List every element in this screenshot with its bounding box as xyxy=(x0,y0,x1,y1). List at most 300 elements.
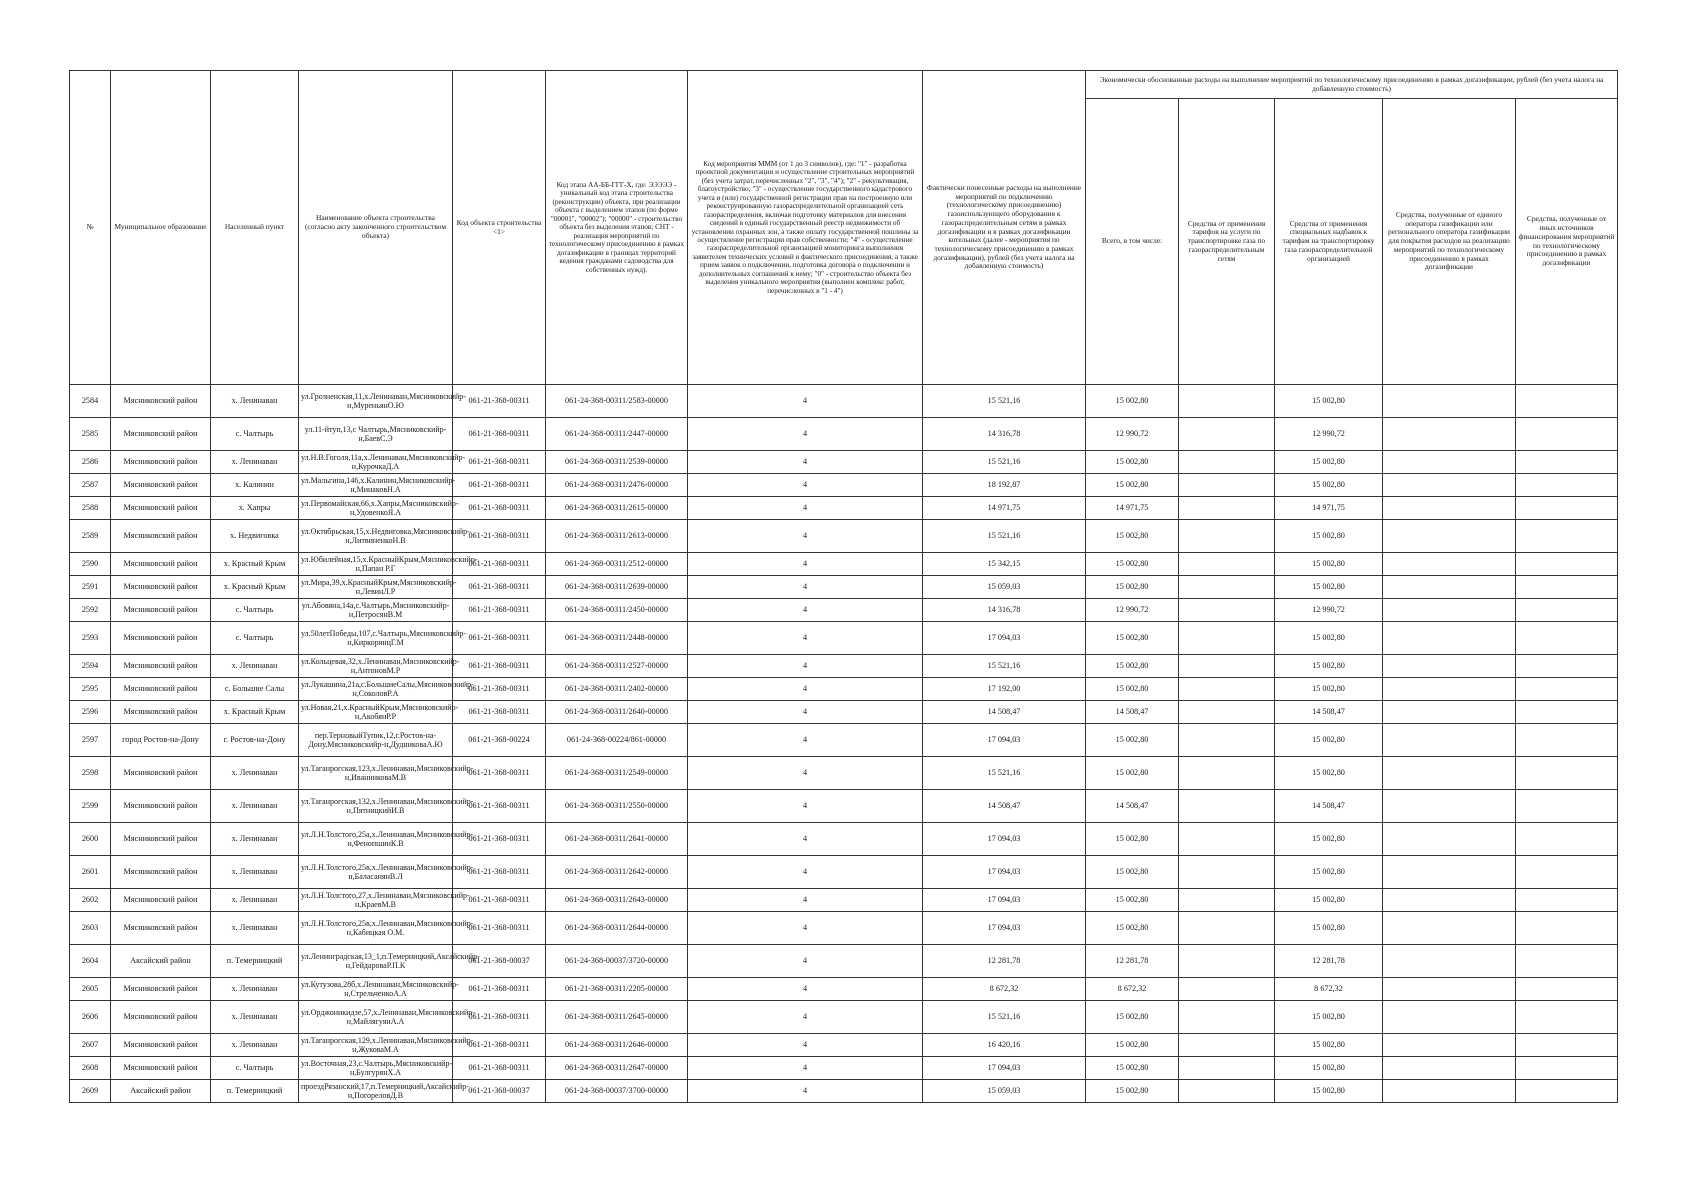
municipality-cell: Мясниковский район xyxy=(111,1001,211,1034)
header-locality: Населенный пункт xyxy=(211,71,299,385)
object-code-cell: 061-21-368-00311 xyxy=(453,757,546,790)
object-code-cell: 061-21-368-00037 xyxy=(453,1080,546,1103)
total-cell: 15 002,80 xyxy=(1086,1057,1179,1080)
row-num-cell: 2592 xyxy=(70,599,111,622)
tariffs-cell xyxy=(1179,701,1275,724)
table-row xyxy=(70,889,1618,912)
other-sources-cell xyxy=(1516,553,1618,576)
table-row xyxy=(70,856,1618,889)
other-sources-cell xyxy=(1516,520,1618,553)
table-header xyxy=(70,71,1618,385)
other-sources-cell xyxy=(1516,1034,1618,1057)
other-sources-cell xyxy=(1516,622,1618,655)
object-code-cell: 061-21-368-00311 xyxy=(453,1001,546,1034)
special-cell: 15 002,80 xyxy=(1275,385,1383,418)
header-measure-code: Код мероприятия МММ (от 1 до 3 символов), где: "1" - разработка проектной документации и осуществление строительных мероприятий (без учета затрат, перечисленных "2", "3", "4"); "2" - рекультивация, благоустройство; "3" - осуществление государственного кадастрового учета и (или) государственной регистрации прав на построенную или реконструированную газораспределительной организацией сеть газораспределения, включая подготовку материалов для внесения сведений в единый государственный реестр недвижимости об установлении охранных зон, а также оплату государственной пошлины за осуществление регистрации прав собственности; "4" - осуществление газораспределительной организацией мониторинга выполнения заявителем технических условий и фактического присоединения, а также прием заявок о подключении, подготовка договора о подключении и дополнительных соглашений к нему; "0" - строительство объекта без выделения уникального мероприятия (выполнен комплекс работ, перечисленных в "1 - 4") xyxy=(688,71,923,385)
municipality-cell: Мясниковский район xyxy=(111,757,211,790)
special-cell: 15 002,80 xyxy=(1275,622,1383,655)
table-row xyxy=(70,520,1618,553)
tariffs-cell xyxy=(1179,451,1275,474)
special-cell: 15 002,80 xyxy=(1275,757,1383,790)
row-num-cell: 2601 xyxy=(70,856,111,889)
header-object-code: Код объекта строительства <1> xyxy=(453,71,546,385)
object-code-cell: 061-21-368-00311 xyxy=(453,701,546,724)
special-cell: 15 002,80 xyxy=(1275,678,1383,701)
tariffs-cell xyxy=(1179,655,1275,678)
measure-code-cell: 4 xyxy=(688,385,923,418)
object-name-cell: ул.11-йтуп,13,с Чалтырь,Мясниковскийр-н,БаевС.Э xyxy=(299,418,453,451)
locality-cell: с. Чалтырь xyxy=(211,622,299,655)
stage-code-cell: 061-24-368-00311/2643-00000 xyxy=(546,889,688,912)
stage-code-cell: 061-24-368-00311/2642-00000 xyxy=(546,856,688,889)
object-name-cell: ул.Н.В.Гоголя,11а,х.Ленинаван,Мясниковскийр-н,КурочкаД.А xyxy=(299,451,453,474)
object-name-cell: ул.Лукашина,21а,с.БольшиеСалы,Мясниковскийр-н,СоколовР.А xyxy=(299,678,453,701)
row-num-cell: 2584 xyxy=(70,385,111,418)
total-cell: 15 002,80 xyxy=(1086,1034,1179,1057)
single-operator-cell xyxy=(1383,912,1516,945)
row-num-cell: 2591 xyxy=(70,576,111,599)
total-cell: 15 002,80 xyxy=(1086,757,1179,790)
locality-cell: х. Ленинаван xyxy=(211,912,299,945)
table-row xyxy=(70,1057,1618,1080)
stage-code-cell: 061-24-368-00311/2615-00000 xyxy=(546,497,688,520)
locality-cell: п. Темерницкий xyxy=(211,1080,299,1103)
object-code-cell: 061-21-368-00311 xyxy=(453,599,546,622)
municipality-cell: Мясниковский район xyxy=(111,790,211,823)
total-cell: 15 002,80 xyxy=(1086,385,1179,418)
object-name-cell: ул.Таганрогская,132,х.Ленинаван,Мясниковскийр-н,ПятницкийИ.В xyxy=(299,790,453,823)
measure-code-cell: 4 xyxy=(688,655,923,678)
header-single-operator: Средства, полученные от единого оператора газификации или регионального оператора газификации для покрытия расходов на реализацию мероприятий по технологическому присоединению в рамках догазификации xyxy=(1383,99,1516,385)
row-num-cell: 2593 xyxy=(70,622,111,655)
actual-costs-cell: 14 316,78 xyxy=(923,418,1086,451)
locality-cell: с. Чалтырь xyxy=(211,1057,299,1080)
stage-code-cell: 061-24-368-00311/2539-00000 xyxy=(546,451,688,474)
special-cell: 15 002,80 xyxy=(1275,451,1383,474)
locality-cell: х. Ленинаван xyxy=(211,1001,299,1034)
measure-code-cell: 4 xyxy=(688,823,923,856)
object-name-cell: ул.50летПобеды,107,с.Чалтырь,Мясниковскийр-н,КиркорянцГ.М xyxy=(299,622,453,655)
other-sources-cell xyxy=(1516,1080,1618,1103)
actual-costs-cell: 8 672,32 xyxy=(923,978,1086,1001)
special-cell: 15 002,80 xyxy=(1275,724,1383,757)
object-name-cell: пер.ТерновыйТупик,12,г.Ростов-на-Дону,Мясниковскийр-н,ДудниковаА.Ю xyxy=(299,724,453,757)
total-cell: 14 508,47 xyxy=(1086,790,1179,823)
locality-cell: г. Ростов-на-Дону xyxy=(211,724,299,757)
measure-code-cell: 4 xyxy=(688,757,923,790)
special-cell: 15 002,80 xyxy=(1275,655,1383,678)
locality-cell: х. Недвиговка xyxy=(211,520,299,553)
row-num-cell: 2605 xyxy=(70,978,111,1001)
municipality-cell: Мясниковский район xyxy=(111,889,211,912)
single-operator-cell xyxy=(1383,1080,1516,1103)
stage-code-cell: 061-24-368-00311/2447-00000 xyxy=(546,418,688,451)
special-cell: 15 002,80 xyxy=(1275,474,1383,497)
row-num-cell: 2604 xyxy=(70,945,111,978)
single-operator-cell xyxy=(1383,622,1516,655)
special-cell: 14 508,47 xyxy=(1275,790,1383,823)
single-operator-cell xyxy=(1383,978,1516,1001)
special-cell: 15 002,80 xyxy=(1275,912,1383,945)
locality-cell: х. Ленинаван xyxy=(211,823,299,856)
municipality-cell: Мясниковский район xyxy=(111,655,211,678)
object-name-cell: ул.Ленинградская,13_1,п.Темерницкий,Аксайскийр-н,ГейдароваР.П.К xyxy=(299,945,453,978)
table-row xyxy=(70,1034,1618,1057)
locality-cell: с. Чалтырь xyxy=(211,599,299,622)
single-operator-cell xyxy=(1383,945,1516,978)
special-cell: 12 990,72 xyxy=(1275,599,1383,622)
table-row xyxy=(70,701,1618,724)
total-cell: 8 672,32 xyxy=(1086,978,1179,1001)
municipality-cell: Мясниковский район xyxy=(111,599,211,622)
row-num-cell: 2607 xyxy=(70,1034,111,1057)
measure-code-cell: 4 xyxy=(688,978,923,1001)
other-sources-cell xyxy=(1516,823,1618,856)
object-code-cell: 061-21-368-00311 xyxy=(453,520,546,553)
object-code-cell: 061-21-368-00311 xyxy=(453,655,546,678)
table-row xyxy=(70,1001,1618,1034)
object-code-cell: 061-21-368-00311 xyxy=(453,678,546,701)
single-operator-cell xyxy=(1383,576,1516,599)
measure-code-cell: 4 xyxy=(688,497,923,520)
table-row xyxy=(70,576,1618,599)
table-row xyxy=(70,678,1618,701)
measure-code-cell: 4 xyxy=(688,790,923,823)
special-cell: 15 002,80 xyxy=(1275,889,1383,912)
header-num: № xyxy=(70,71,111,385)
object-name-cell: ул.Новая,21,х.КрасныйКрым,Мясниковскийр-н,АкобянР.Р xyxy=(299,701,453,724)
table-body xyxy=(70,385,1618,1103)
header-total: Всего, в том числе: xyxy=(1086,99,1179,385)
stage-code-cell: 061-24-368-00311/2644-00000 xyxy=(546,912,688,945)
measure-code-cell: 4 xyxy=(688,1034,923,1057)
municipality-cell: Мясниковский район xyxy=(111,1057,211,1080)
single-operator-cell xyxy=(1383,1057,1516,1080)
header-actual-costs: Фактически понесенные расходы на выполнение мероприятий по подключению (технологическому присоединению) газоиспользующего оборудования к газораспределительным сетям в рамках догазификации и в рамках догазификации котельных (далее - мероприятия по технологическому присоединению в рамках догазификации), рублей (без учета налога на добавленную стоимость) xyxy=(923,71,1086,385)
tariffs-cell xyxy=(1179,474,1275,497)
tariffs-cell xyxy=(1179,856,1275,889)
actual-costs-cell: 16 420,16 xyxy=(923,1034,1086,1057)
row-num-cell: 2585 xyxy=(70,418,111,451)
header-stage-code: Код этапа АА-ББ-ГГГ-Х, где: ЭЭЭЭЭ - уникальный код этапа строительства (реконструкции) объекта, при реализации объекта с выделением этапов (по форме "00001", "00002"); "00000" - строительство объекта без выделения этапов; СНТ - реализация мероприятий по технологическому присоединению в рамках догазификации в границах территорий ведения гражданами садоводства для собственных нужд). xyxy=(546,71,688,385)
measure-code-cell: 4 xyxy=(688,1057,923,1080)
special-cell: 15 002,80 xyxy=(1275,1034,1383,1057)
object-code-cell: 061-21-368-00311 xyxy=(453,474,546,497)
measure-code-cell: 4 xyxy=(688,474,923,497)
row-num-cell: 2588 xyxy=(70,497,111,520)
single-operator-cell xyxy=(1383,823,1516,856)
municipality-cell: Мясниковский район xyxy=(111,497,211,520)
locality-cell: п. Темерницкий xyxy=(211,945,299,978)
tariffs-cell xyxy=(1179,724,1275,757)
actual-costs-cell: 17 094,03 xyxy=(923,912,1086,945)
actual-costs-cell: 17 094,03 xyxy=(923,622,1086,655)
row-num-cell: 2597 xyxy=(70,724,111,757)
locality-cell: с. Чалтырь xyxy=(211,418,299,451)
tariffs-cell xyxy=(1179,418,1275,451)
locality-cell: х. Ленинаван xyxy=(211,655,299,678)
municipality-cell: Мясниковский район xyxy=(111,678,211,701)
single-operator-cell xyxy=(1383,418,1516,451)
tariffs-cell xyxy=(1179,385,1275,418)
object-name-cell: ул.Л.Н.Толстого,25в,х.Ленинаван,Мясниковскийр-н,БаласанянВ.Л xyxy=(299,856,453,889)
measure-code-cell: 4 xyxy=(688,889,923,912)
other-sources-cell xyxy=(1516,757,1618,790)
actual-costs-cell: 15 521,16 xyxy=(923,451,1086,474)
object-name-cell: ул.Грозненская,11,х.Ленинаван,Мясниковскийр-н,МуреньянО.Ю xyxy=(299,385,453,418)
header-other-sources: Средства, полученные от иных источников финансирования мероприятий по технологическому присоединению в рамках догазификации xyxy=(1516,99,1618,385)
locality-cell: х. Ленинаван xyxy=(211,978,299,1001)
table-row xyxy=(70,553,1618,576)
other-sources-cell xyxy=(1516,451,1618,474)
row-num-cell: 2586 xyxy=(70,451,111,474)
other-sources-cell xyxy=(1516,790,1618,823)
object-name-cell: ул.Мальгина,146,х.Калинин,Мясниковскийр-н,МинаковН.А xyxy=(299,474,453,497)
object-name-cell: ул.Таганрогская,123,х.Ленинаван,Мясниковскийр-н,ИванниковаМ.В xyxy=(299,757,453,790)
single-operator-cell xyxy=(1383,1001,1516,1034)
municipality-cell: Мясниковский район xyxy=(111,385,211,418)
object-code-cell: 061-21-368-00224 xyxy=(453,724,546,757)
single-operator-cell xyxy=(1383,856,1516,889)
total-cell: 12 990,72 xyxy=(1086,418,1179,451)
total-cell: 15 002,80 xyxy=(1086,856,1179,889)
locality-cell: х. Хапры xyxy=(211,497,299,520)
measure-code-cell: 4 xyxy=(688,945,923,978)
single-operator-cell xyxy=(1383,678,1516,701)
object-code-cell: 061-21-368-00311 xyxy=(453,497,546,520)
municipality-cell: Мясниковский район xyxy=(111,978,211,1001)
municipality-cell: Мясниковский район xyxy=(111,856,211,889)
municipality-cell: Мясниковский район xyxy=(111,823,211,856)
object-code-cell: 061-21-368-00311 xyxy=(453,978,546,1001)
actual-costs-cell: 15 521,16 xyxy=(923,385,1086,418)
tariffs-cell xyxy=(1179,1034,1275,1057)
locality-cell: х. Красный Крым xyxy=(211,701,299,724)
object-name-cell: ул.Л.Н.Толстого,25а,х.Ленинаван,Мясниковскийр-н,ФенопшинК.В xyxy=(299,823,453,856)
table-row xyxy=(70,599,1618,622)
stage-code-cell: 061-24-368-00311/2613-00000 xyxy=(546,520,688,553)
stage-code-cell: 061-24-368-00311/2639-00000 xyxy=(546,576,688,599)
single-operator-cell xyxy=(1383,889,1516,912)
total-cell: 15 002,80 xyxy=(1086,724,1179,757)
object-code-cell: 061-21-368-00311 xyxy=(453,790,546,823)
tariffs-cell xyxy=(1179,497,1275,520)
table-row xyxy=(70,912,1618,945)
single-operator-cell xyxy=(1383,724,1516,757)
measure-code-cell: 4 xyxy=(688,599,923,622)
row-num-cell: 2594 xyxy=(70,655,111,678)
object-code-cell: 061-21-368-00311 xyxy=(453,1034,546,1057)
measure-code-cell: 4 xyxy=(688,520,923,553)
other-sources-cell xyxy=(1516,497,1618,520)
locality-cell: х. Ленинаван xyxy=(211,790,299,823)
stage-code-cell: 061-24-368-00311/2476-00000 xyxy=(546,474,688,497)
total-cell: 14 508,47 xyxy=(1086,701,1179,724)
stage-code-cell: 061-24-368-00224/861-00000 xyxy=(546,724,688,757)
municipality-cell: Мясниковский район xyxy=(111,474,211,497)
locality-cell: х. Ленинаван xyxy=(211,385,299,418)
special-cell: 14 971,75 xyxy=(1275,497,1383,520)
locality-cell: х. Ленинаван xyxy=(211,757,299,790)
other-sources-cell xyxy=(1516,418,1618,451)
table-row xyxy=(70,823,1618,856)
stage-code-cell: 061-24-368-00311/2645-00000 xyxy=(546,1001,688,1034)
row-num-cell: 2608 xyxy=(70,1057,111,1080)
total-cell: 15 002,80 xyxy=(1086,474,1179,497)
stage-code-cell: 061-24-368-00311/2450-00000 xyxy=(546,599,688,622)
special-cell: 8 672,32 xyxy=(1275,978,1383,1001)
measure-code-cell: 4 xyxy=(688,451,923,474)
object-code-cell: 061-21-368-00037 xyxy=(453,945,546,978)
other-sources-cell xyxy=(1516,474,1618,497)
object-name-cell: ул.Л.Н.Толстого,25в,х.Ленинаван,Мясниковскийр-н,Кабицкая О.М. xyxy=(299,912,453,945)
single-operator-cell xyxy=(1383,553,1516,576)
single-operator-cell xyxy=(1383,599,1516,622)
stage-code-cell: 061-24-368-00311/2549-00000 xyxy=(546,757,688,790)
object-name-cell: ул.Мира,39,х.КрасныйКрым,Мясниковскийр-н,ЛевинЛ.Р xyxy=(299,576,453,599)
row-num-cell: 2589 xyxy=(70,520,111,553)
tariffs-cell xyxy=(1179,1001,1275,1034)
row-num-cell: 2602 xyxy=(70,889,111,912)
actual-costs-cell: 17 094,03 xyxy=(923,1057,1086,1080)
special-cell: 15 002,80 xyxy=(1275,1080,1383,1103)
measure-code-cell: 4 xyxy=(688,418,923,451)
actual-costs-cell: 17 094,03 xyxy=(923,856,1086,889)
total-cell: 15 002,80 xyxy=(1086,1080,1179,1103)
actual-costs-cell: 15 059,03 xyxy=(923,576,1086,599)
tariffs-cell xyxy=(1179,889,1275,912)
actual-costs-cell: 15 521,16 xyxy=(923,1001,1086,1034)
table-row xyxy=(70,418,1618,451)
stage-code-cell: 061-24-368-00311/2527-00000 xyxy=(546,655,688,678)
actual-costs-cell: 14 316,78 xyxy=(923,599,1086,622)
stage-code-cell: 061-24-368-00311/2647-00000 xyxy=(546,1057,688,1080)
row-num-cell: 2596 xyxy=(70,701,111,724)
other-sources-cell xyxy=(1516,1057,1618,1080)
object-name-cell: ул.Абовяна,14а,с.Чалтырь,Мясниковскийр-н,ПетросянВ.М xyxy=(299,599,453,622)
special-cell: 15 002,80 xyxy=(1275,856,1383,889)
locality-cell: х. Ленинаван xyxy=(211,856,299,889)
locality-cell: с. Большие Салы xyxy=(211,678,299,701)
other-sources-cell xyxy=(1516,912,1618,945)
tariffs-cell xyxy=(1179,1057,1275,1080)
tariffs-cell xyxy=(1179,553,1275,576)
table-row xyxy=(70,474,1618,497)
total-cell: 15 002,80 xyxy=(1086,576,1179,599)
special-cell: 15 002,80 xyxy=(1275,1057,1383,1080)
object-name-cell: ул.Юбилейная,15,х.КрасныйКрым,Мясниковскийр-н,Папан Р.Г xyxy=(299,553,453,576)
stage-code-cell: 061-24-368-00311/2641-00000 xyxy=(546,823,688,856)
single-operator-cell xyxy=(1383,1034,1516,1057)
total-cell: 12 990,72 xyxy=(1086,599,1179,622)
municipality-cell: Мясниковский район xyxy=(111,553,211,576)
table-row xyxy=(70,757,1618,790)
table-row xyxy=(70,497,1618,520)
municipality-cell: Аксайский район xyxy=(111,1080,211,1103)
object-code-cell: 061-21-368-00311 xyxy=(453,576,546,599)
stage-code-cell: 061-24-368-00311/2646-00000 xyxy=(546,1034,688,1057)
total-cell: 12 281,78 xyxy=(1086,945,1179,978)
row-num-cell: 2606 xyxy=(70,1001,111,1034)
municipality-cell: Мясниковский район xyxy=(111,520,211,553)
row-num-cell: 2600 xyxy=(70,823,111,856)
other-sources-cell xyxy=(1516,599,1618,622)
special-cell: 15 002,80 xyxy=(1275,576,1383,599)
measure-code-cell: 4 xyxy=(688,1001,923,1034)
single-operator-cell xyxy=(1383,655,1516,678)
total-cell: 15 002,80 xyxy=(1086,520,1179,553)
object-code-cell: 061-21-368-00311 xyxy=(453,451,546,474)
locality-cell: х. Калинин xyxy=(211,474,299,497)
measure-code-cell: 4 xyxy=(688,576,923,599)
actual-costs-cell: 14 508,47 xyxy=(923,701,1086,724)
single-operator-cell xyxy=(1383,497,1516,520)
total-cell: 15 002,80 xyxy=(1086,655,1179,678)
single-operator-cell xyxy=(1383,385,1516,418)
stage-code-cell: 061-24-368-00311/2448-00000 xyxy=(546,622,688,655)
stage-code-cell: 061-24-368-00037/3720-00000 xyxy=(546,945,688,978)
total-cell: 15 002,80 xyxy=(1086,451,1179,474)
other-sources-cell xyxy=(1516,945,1618,978)
actual-costs-cell: 17 094,03 xyxy=(923,724,1086,757)
table-row xyxy=(70,978,1618,1001)
actual-costs-cell: 14 971,75 xyxy=(923,497,1086,520)
special-cell: 12 990,72 xyxy=(1275,418,1383,451)
object-name-cell: ул.Кольцевая,32,х.Ленинаван,Мясниковскийр-н,АнтоновМ.Р xyxy=(299,655,453,678)
actual-costs-cell: 14 508,47 xyxy=(923,790,1086,823)
object-name-cell: ул.Первомайская,66,х.Хапры,Мясниковскийр-н,УдовенкоЯ.А xyxy=(299,497,453,520)
row-num-cell: 2587 xyxy=(70,474,111,497)
table-row xyxy=(70,655,1618,678)
single-operator-cell xyxy=(1383,701,1516,724)
object-code-cell: 061-21-368-00311 xyxy=(453,553,546,576)
actual-costs-cell: 17 094,03 xyxy=(923,889,1086,912)
municipality-cell: Аксайский район xyxy=(111,945,211,978)
locality-cell: х. Ленинаван xyxy=(211,889,299,912)
municipality-cell: Мясниковский район xyxy=(111,1034,211,1057)
measure-code-cell: 4 xyxy=(688,678,923,701)
tariffs-cell xyxy=(1179,622,1275,655)
special-cell: 12 281,78 xyxy=(1275,945,1383,978)
table-row xyxy=(70,724,1618,757)
table-row xyxy=(70,790,1618,823)
row-num-cell: 2595 xyxy=(70,678,111,701)
header-special: Средства от применения специальных надбавок к тарифам на транспортировку газа газораспределительной организацией xyxy=(1275,99,1383,385)
stage-code-cell: 061-24-368-00311/2512-00000 xyxy=(546,553,688,576)
tariffs-cell xyxy=(1179,757,1275,790)
table-row xyxy=(70,945,1618,978)
locality-cell: х. Ленинаван xyxy=(211,1034,299,1057)
object-name-cell: проездРязанский,17,п.Темерницкий,Аксайскийр-н,ПогореловД.В xyxy=(299,1080,453,1103)
object-name-cell: ул.Октябрьская,15,х.Недвиговка,Мясниковскийр-н,ЛитвиненкоН.В xyxy=(299,520,453,553)
other-sources-cell xyxy=(1516,701,1618,724)
data-table xyxy=(69,70,1618,1103)
tariffs-cell xyxy=(1179,823,1275,856)
stage-code-cell: 061-21-368-00311/2205-00000 xyxy=(546,978,688,1001)
other-sources-cell xyxy=(1516,385,1618,418)
locality-cell: х. Красный Крым xyxy=(211,576,299,599)
row-num-cell: 2603 xyxy=(70,912,111,945)
actual-costs-cell: 15 521,16 xyxy=(923,520,1086,553)
stage-code-cell: 061-24-368-00311/2640-00000 xyxy=(546,701,688,724)
stage-code-cell: 061-24-368-00037/3700-00000 xyxy=(546,1080,688,1103)
tariffs-cell xyxy=(1179,978,1275,1001)
tariffs-cell xyxy=(1179,912,1275,945)
single-operator-cell xyxy=(1383,520,1516,553)
municipality-cell: город Ростов-на-Дону xyxy=(111,724,211,757)
row-num-cell: 2609 xyxy=(70,1080,111,1103)
other-sources-cell xyxy=(1516,856,1618,889)
